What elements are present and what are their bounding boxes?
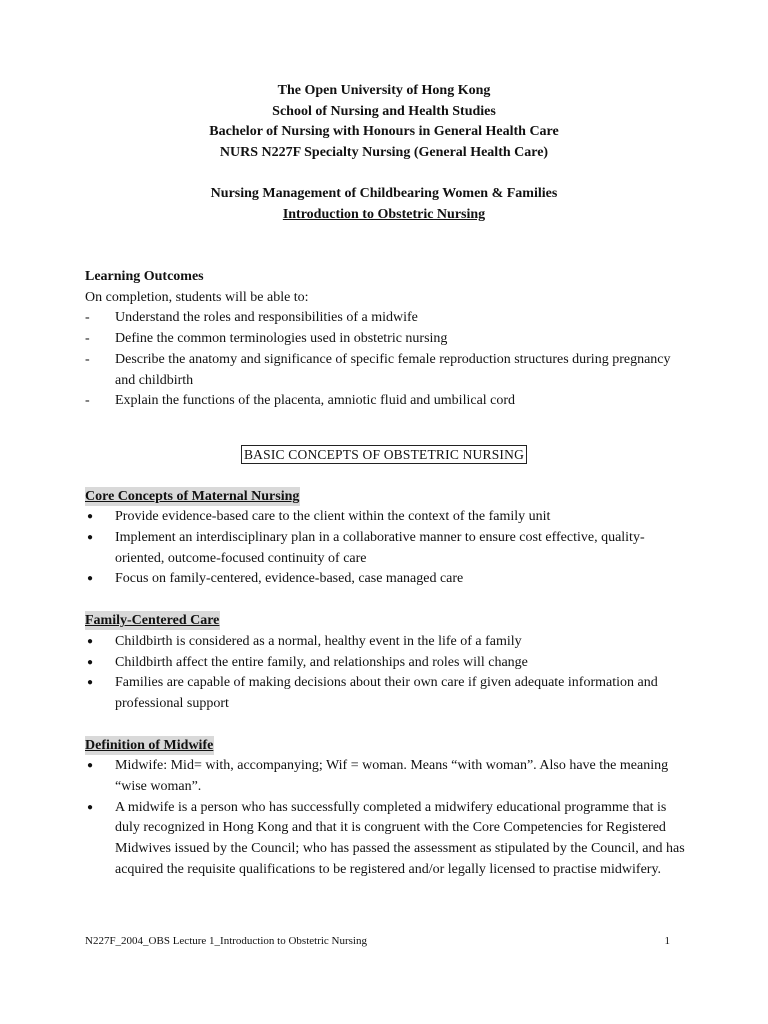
list-item-text: Describe the anatomy and significance of specific female reproduction structures during pregnancy and childbirth — [115, 351, 671, 388]
lecture-title-text: Introduction to Obstetric Nursing — [282, 206, 486, 222]
list-item — [85, 653, 685, 674]
footer-document-label: N227F_2004_OBS Lecture 1_Introduction to Obstetric Nursing — [85, 935, 367, 947]
list-item — [85, 507, 685, 528]
core-concepts-heading: Core Concepts of Maternal Nursing — [85, 488, 300, 504]
programme-name: Bachelor of Nursing with Honours in General Health Care — [209, 124, 559, 140]
document-header — [0, 81, 768, 226]
learning-outcomes-intro: On completion, students will be able to: — [85, 289, 309, 305]
family-centered-heading: Family-Centered Care — [85, 613, 220, 629]
bullet-marker: ● — [87, 656, 94, 668]
list-item — [85, 798, 685, 881]
bullet-marker: ● — [87, 801, 94, 813]
list-item-text: Childbirth affect the entire family, and relationships and roles will change — [115, 654, 528, 670]
list-item — [85, 632, 685, 653]
family-centered-section — [85, 611, 685, 715]
section-banner-wrap — [83, 445, 685, 467]
midwife-section — [85, 736, 685, 881]
course-code: NURS N227F Specialty Nursing (General Health Care) — [219, 144, 549, 160]
school-name: School of Nursing and Health Studies — [272, 103, 496, 119]
course-title: Nursing Management of Childbearing Women & Families — [210, 186, 558, 202]
list-item-text: Explain the functions of the placenta, amniotic fluid and umbilical cord — [115, 393, 516, 409]
list-item — [85, 329, 685, 350]
bullet-marker: ● — [87, 677, 94, 689]
section-banner: BASIC CONCEPTS OF OBSTETRIC NURSING — [241, 445, 527, 464]
list-item-text: Implement an interdisciplinary plan in a collaborative manner to ensure cost effective, quality-oriented, outcome-focused continuity of care — [115, 530, 645, 566]
bullet-marker: ● — [87, 760, 94, 772]
learning-outcomes-heading: Learning Outcomes — [85, 269, 204, 284]
lecture-title — [0, 205, 768, 226]
list-item-text: Define the common terminologies used in obstetric nursing — [115, 331, 448, 347]
bullet-marker: ● — [87, 635, 94, 647]
bullet-marker: ● — [87, 573, 94, 585]
list-item — [85, 569, 685, 590]
list-item-text: Childbirth is considered as a normal, healthy event in the life of a family — [115, 633, 522, 649]
document-body — [85, 267, 685, 881]
list-item-text: Families are capable of making decisions about their own care if given adequate information and professional support — [115, 675, 658, 711]
bullet-marker: ● — [87, 532, 94, 544]
dash-marker: - — [85, 331, 90, 347]
university-name: The Open University of Hong Kong — [277, 83, 491, 98]
dash-marker: - — [85, 351, 90, 367]
list-item-text: Midwife: Mid= with, accompanying; Wif = woman. Means “with woman”. Also have the meaning “wise woman”. — [115, 758, 669, 795]
list-item-text: Focus on family-centered, evidence-based, case managed care — [115, 571, 464, 587]
midwife-heading: Definition of Midwife — [85, 737, 214, 753]
list-item-text: A midwife is a person who has successfully completed a midwifery educational programme that is duly recognized in Hong Kong and that it is congruent with the Core Competencies for Registered Midwives issued by the Council; who has passed the assessment as stipulated by the Council, and has acquired the requisite qualifications to be registered and/or legally licensed to practise midwifery. — [115, 799, 685, 877]
list-item — [85, 308, 685, 329]
dash-marker: - — [85, 393, 90, 409]
page-number: 1 — [664, 935, 670, 947]
list-item — [85, 756, 685, 797]
list-item-text: Provide evidence-based care to the client within the context of the family unit — [115, 509, 551, 525]
learning-outcomes-section — [85, 267, 685, 412]
list-item — [85, 391, 685, 412]
list-item — [85, 350, 685, 391]
list-item-text: Understand the roles and responsibilities of a midwife — [115, 310, 418, 326]
dash-marker: - — [85, 310, 90, 326]
list-item — [85, 673, 685, 714]
list-item — [85, 528, 685, 569]
core-concepts-section — [85, 487, 685, 591]
bullet-marker: ● — [87, 511, 94, 523]
